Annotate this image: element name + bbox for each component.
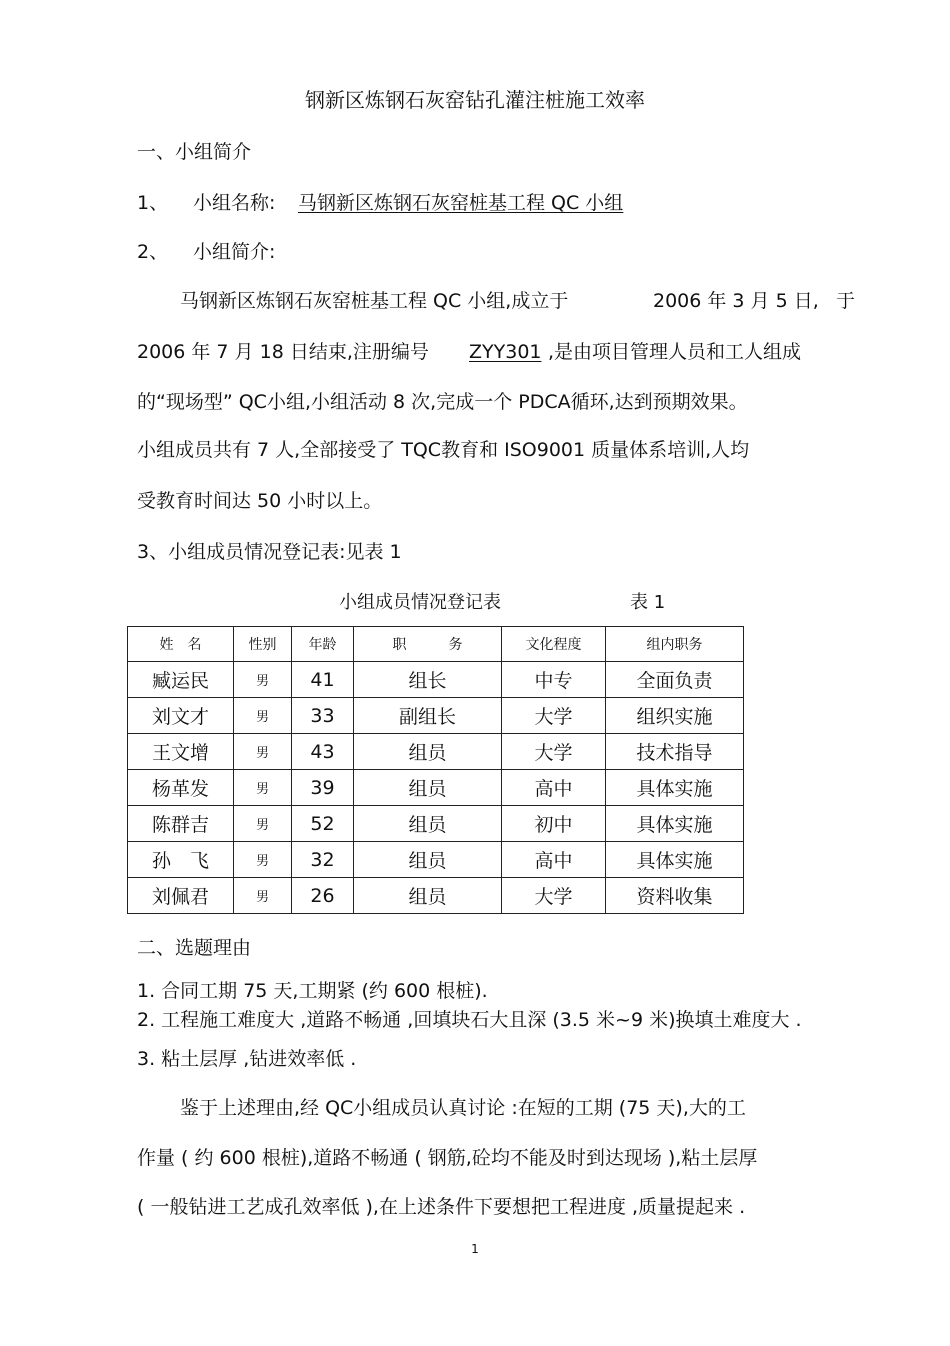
section2-heading: 二、选题理由 (137, 937, 252, 959)
member-education: 大学 (502, 698, 606, 734)
member-group-role: 具体实施 (606, 770, 744, 806)
member-name: 臧运民 (128, 662, 234, 698)
member-position: 组员 (354, 806, 502, 842)
member-education: 高中 (502, 770, 606, 806)
member-position: 副组长 (354, 698, 502, 734)
intro-line-1c: 于 (836, 290, 856, 312)
member-age: 39 (292, 770, 354, 806)
conclusion-line-3: ( 一般钻进工艺成孔效率低 ),在上述条件下要想把工程进度 ,质量提起来 . (137, 1196, 746, 1218)
intro-line-2c: ,是由项目管理人员和工人组成 (548, 341, 802, 363)
table-row (128, 878, 744, 914)
member-sex: 男 (234, 842, 292, 878)
section1-heading: 一、小组简介 (137, 141, 252, 163)
intro-line-1b: 2006 年 3 月 5 日, (653, 290, 819, 312)
item1-number: 1、 (137, 192, 169, 214)
table-row (128, 698, 744, 734)
member-education: 中专 (502, 662, 606, 698)
member-age: 33 (292, 698, 354, 734)
intro-line-4: 小组成员共有 7 人,全部接受了 TQC教育和 ISO9001 质量体系培训,人均 (137, 439, 750, 461)
member-name: 刘佩君 (128, 878, 234, 914)
member-age: 32 (292, 842, 354, 878)
page-number: 1 (471, 1242, 479, 1256)
member-age: 52 (292, 806, 354, 842)
column-header-education: 文化程度 (502, 627, 606, 662)
member-age: 43 (292, 734, 354, 770)
table-number: 表 1 (630, 592, 666, 613)
member-group-role: 具体实施 (606, 842, 744, 878)
reason-3: 3. 粘土层厚 ,钻进效率低 . (137, 1048, 357, 1070)
member-position: 组长 (354, 662, 502, 698)
member-name: 王文增 (128, 734, 234, 770)
column-header-age: 年龄 (292, 627, 354, 662)
member-group-role: 资料收集 (606, 878, 744, 914)
member-group-role: 全面负责 (606, 662, 744, 698)
intro-line-3: 的“现场型” QC小组,小组活动 8 次,完成一个 PDCA循环,达到预期效果。 (137, 391, 748, 413)
intro-line-2a: 2006 年 7 月 18 日结束,注册编号 (137, 341, 429, 363)
member-sex: 男 (234, 662, 292, 698)
member-group-role: 技术指导 (606, 734, 744, 770)
member-sex: 男 (234, 698, 292, 734)
conclusion-line-2: 作量 ( 约 600 根桩),道路不畅通 ( 钢筋,砼均不能及时到达现场 ),粘土层厚 (137, 1147, 758, 1169)
table-row (128, 662, 744, 698)
table-row (128, 842, 744, 878)
item2-label: 小组简介: (193, 241, 276, 263)
item1-value: 马钢新区炼钢石灰窑桩基工程 QC 小组 (298, 192, 624, 214)
table-row (128, 734, 744, 770)
member-group-role: 组织实施 (606, 698, 744, 734)
document-title: 钢新区炼钢石灰窑钻孔灌注桩施工效率 (305, 88, 645, 112)
member-sex: 男 (234, 878, 292, 914)
column-header-sex: 性别 (234, 627, 292, 662)
registration-number: ZYY301 (469, 341, 542, 363)
item1-label: 小组名称: (193, 192, 276, 214)
member-sex: 男 (234, 734, 292, 770)
member-name: 陈群吉 (128, 806, 234, 842)
member-education: 初中 (502, 806, 606, 842)
intro-line-5: 受教育时间达 50 小时以上。 (137, 490, 383, 512)
member-education: 大学 (502, 734, 606, 770)
member-sex: 男 (234, 770, 292, 806)
member-position: 组员 (354, 878, 502, 914)
intro-line-1a: 马钢新区炼钢石灰窑桩基工程 QC 小组,成立于 (180, 290, 569, 312)
column-header-name: 姓 名 (128, 627, 234, 662)
member-group-role: 具体实施 (606, 806, 744, 842)
reason-2: 2. 工程施工难度大 ,道路不畅通 ,回填块石大且深 (3.5 米~9 米)换填土难度大 . (137, 1009, 802, 1031)
table-row (128, 770, 744, 806)
member-position: 组员 (354, 770, 502, 806)
member-table (127, 626, 744, 914)
member-age: 41 (292, 662, 354, 698)
member-education: 大学 (502, 878, 606, 914)
column-header-position: 职 务 (354, 627, 502, 662)
table-header-row (128, 627, 744, 662)
member-name: 刘文才 (128, 698, 234, 734)
member-education: 高中 (502, 842, 606, 878)
member-name: 孙 飞 (128, 842, 234, 878)
conclusion-line-1: 鉴于上述理由,经 QC小组成员认真讨论 :在短的工期 (75 天),大的工 (180, 1097, 746, 1119)
member-age: 26 (292, 878, 354, 914)
item3-text: 3、小组成员情况登记表:见表 1 (137, 541, 402, 563)
member-position: 组员 (354, 842, 502, 878)
reason-1: 1. 合同工期 75 天,工期紧 (约 600 根桩). (137, 980, 488, 1002)
column-header-group-role: 组内职务 (606, 627, 744, 662)
member-position: 组员 (354, 734, 502, 770)
member-name: 杨革发 (128, 770, 234, 806)
table-row (128, 806, 744, 842)
item2-number: 2、 (137, 241, 169, 263)
table-caption: 小组成员情况登记表 (339, 592, 501, 613)
member-sex: 男 (234, 806, 292, 842)
